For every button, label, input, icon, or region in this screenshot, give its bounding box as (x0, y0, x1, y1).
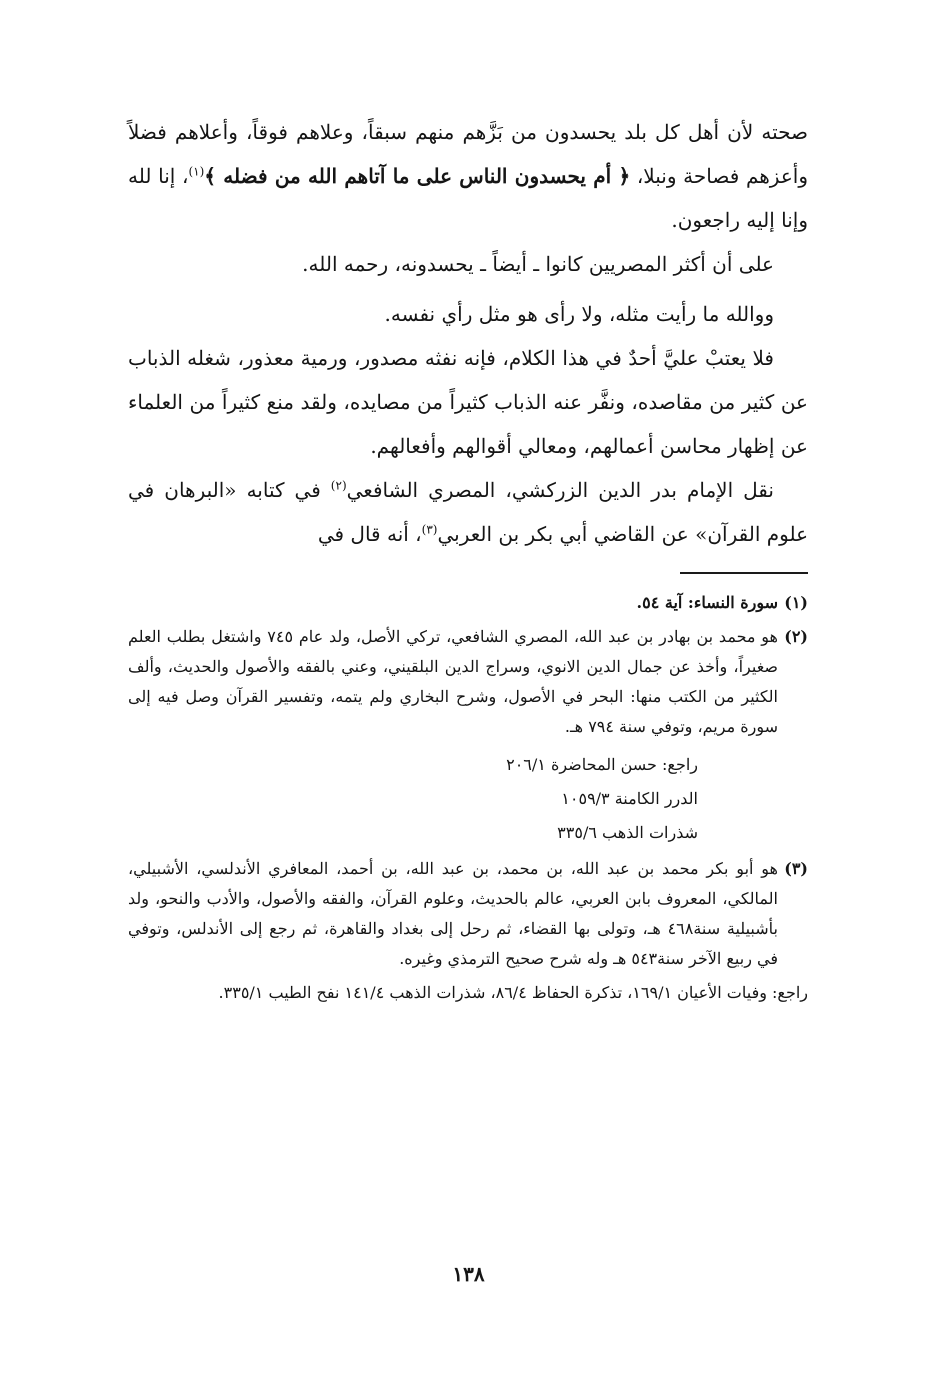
paragraph-1-end: ، إنا لله وإنا إليه راجعون. (128, 164, 808, 232)
paragraph-5-middle: في كتابه «البرهان في علوم القرآن» عن القاضي أبي بكر بن العربي (128, 478, 808, 546)
quran-quote: ﴿ أم يحسدون الناس على ما آتاهم الله من فضله ﴾ (204, 164, 631, 188)
footnote-3-number: (٣) (784, 859, 808, 878)
footnote-2-body (128, 622, 778, 742)
footnote-2 (128, 622, 808, 742)
paragraph-2: على أن أكثر المصريين كانوا ـ أيضاً ـ يحسدونه، رحمه الله. (302, 252, 774, 276)
footnote-2-text: هو محمد بن بهادر بن عبد الله، المصري الشافعي، تركي الأصل، ولد عام ٧٤٥ واشتغل بطلب العلم صغيراً، وأخذ عن جمال الدين الانوي، وسراج الدين البلقيني، وعني بالفقه والأصول والحديث، وألف الكثير من الكتب منها: البحر في الأصول، وشرح البخاري ولم يتمه، وتفسير القرآن وصل فيه إلى سورة مريم، وتوفي سنة ٧٩٤ هـ. (128, 627, 779, 736)
page-number: ١٣٨ (452, 1262, 485, 1286)
reference-line: شذرات الذهب ٣٣٥/٦ (557, 823, 698, 842)
footnote-separator (680, 572, 808, 574)
footnote-2-number: (٢) (784, 627, 808, 646)
paragraph-5 (128, 468, 808, 556)
footnote-marker-2: (٢) (330, 478, 347, 493)
footnote-marker-1: (١) (188, 164, 205, 179)
paragraph-3: ووالله ما رأيت مثله، ولا رأى هو مثل رأي نفسه. (384, 302, 774, 326)
reference-line: راجع: وفيات الأعيان ١٦٩/١، تذكرة الحفاظ ٨٦/٤، شذرات الذهب ١٤١/٤ نفح الطيب ٣٣٥/١. (218, 983, 808, 1002)
reference-line: الدرر الكامنة ١٠٥٩/٣ (561, 789, 698, 808)
paragraph-5-start: نقل الإمام بدر الدين الزركشي، المصري الشافعي (346, 478, 774, 502)
footnote-1 (128, 588, 808, 618)
paragraph-1-text: صحته لأن أهل كل بلد يحسدون من بَزَّهم منهم سبقاً، وعلاهم فوقاً، وأعلاهم فضلاً وأعزهم فصاحة ونبلا، (128, 120, 808, 188)
main-text (128, 110, 808, 556)
footnote-1-text: سورة النساء: آية ٥٤. (636, 593, 778, 612)
footnote-1-body (128, 588, 778, 618)
paragraph-5-end: ، أنه قال في (317, 522, 422, 546)
footnote-3-body (128, 854, 778, 974)
paragraph-4: فلا يعتبْ عليَّ أحدٌ في هذا الكلام، فإنه نفثه مصدور، ورمية معذور، شغله الذباب عن كثير من مقاصده، ونفَّر عنه الذباب كثيراً من مصايده، ولقد منع كثيراً من العلماء عن إظهار محاسن أعمالهم، ومعالي أقوالهم وأفعالهم. (128, 346, 808, 458)
reference-line: راجع: حسن المحاضرة ٢٠٦/١ (506, 755, 698, 774)
footnote-3-text: هو أبو بكر محمد بن عبد الله، بن محمد، بن عبد الله، بن أحمد، المعافري الأندلسي، الأشبيلي، المالكي، المعروف بابن العربي، عالم بالحديث، وعلوم القرآن، والفقه والأصول، والأدب والنحو، ولد بأشبيلية سنة٤٦٨ هـ، وتولى بها القضاء، ثم رحل إلى بغداد والقاهرة، ثم رجع إلى الأندلس، وتوفي في ربيع الآخر سنة٥٤٣ هـ وله شرح صحيح الترمذي وغيره. (128, 859, 778, 968)
footnote-1-number: (١) (784, 593, 808, 612)
paragraph-1 (128, 110, 808, 242)
footnotes (128, 588, 808, 1008)
book-page (128, 110, 808, 1008)
footnote-3 (128, 854, 808, 974)
footnote-2-references (128, 748, 808, 850)
footnote-marker-3: (٣) (421, 522, 438, 537)
footnote-3-references (128, 978, 808, 1008)
